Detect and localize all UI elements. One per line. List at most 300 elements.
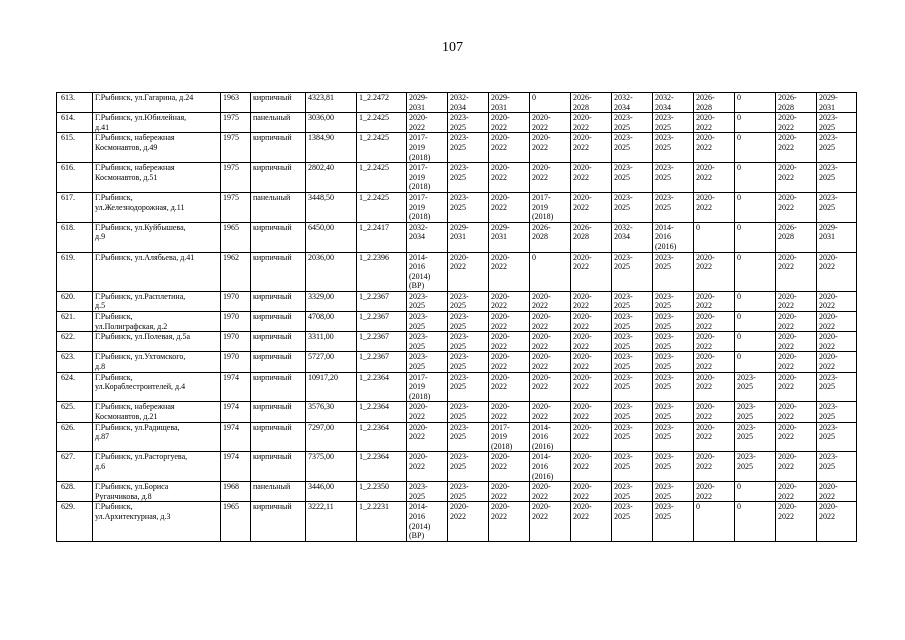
cell-period-col-3: 2020- 2022 — [489, 133, 530, 163]
cell-period-col-10: 2026- 2028 — [776, 93, 817, 113]
cell-row-number: 622. — [57, 332, 93, 352]
cell-period-col-1: 2023- 2025 — [407, 332, 448, 352]
cell-period-col-1: 2017- 2019 (2018) — [407, 372, 448, 402]
cell-period-col-11: 2020- 2022 — [817, 502, 857, 541]
cell-wall-material: кирпичный — [251, 372, 306, 402]
cell-period-col-1: 2023- 2025 — [407, 482, 448, 502]
cell-period-col-9: 0 — [735, 352, 776, 372]
cell-period-col-6: 2023- 2025 — [612, 312, 653, 332]
cell-period-col-11: 2023- 2025 — [817, 113, 857, 133]
cell-period-col-4: 2020- 2022 — [530, 312, 571, 332]
cell-period-col-4: 2020- 2022 — [530, 133, 571, 163]
cell-year-built: 1970 — [221, 332, 251, 352]
cell-area: 6450,00 — [306, 222, 357, 252]
cell-period-col-3: 2020- 2022 — [489, 502, 530, 541]
cell-code: 1_2.2396 — [357, 252, 407, 291]
cell-period-col-3: 2020- 2022 — [489, 192, 530, 222]
table-row — [57, 93, 857, 113]
cell-area: 4708,00 — [306, 312, 357, 332]
cell-period-col-9: 2023- 2025 — [735, 422, 776, 452]
cell-period-col-3: 2020- 2022 — [489, 372, 530, 402]
cell-year-built: 1965 — [221, 502, 251, 541]
cell-period-col-1: 2014- 2016 (2014) (ВР) — [407, 502, 448, 541]
cell-row-number: 617. — [57, 192, 93, 222]
cell-period-col-11: 2020- 2022 — [817, 482, 857, 502]
cell-address: Г.Рыбинск, ул.Бориса Руганчикова, д.8 — [93, 482, 221, 502]
cell-period-col-8: 2020- 2022 — [694, 163, 735, 193]
cell-period-col-5: 2020- 2022 — [571, 452, 612, 482]
cell-row-number: 628. — [57, 482, 93, 502]
cell-period-col-6: 2023- 2025 — [612, 133, 653, 163]
cell-row-number: 627. — [57, 452, 93, 482]
cell-address: Г.Рыбинск, ул.Расторгуева, д.6 — [93, 452, 221, 482]
cell-period-col-5: 2020- 2022 — [571, 372, 612, 402]
cell-period-col-4: 2020- 2022 — [530, 372, 571, 402]
table-row — [57, 133, 857, 163]
cell-period-col-8: 0 — [694, 502, 735, 541]
cell-period-col-2: 2029- 2031 — [448, 222, 489, 252]
cell-period-col-11: 2023- 2025 — [817, 133, 857, 163]
cell-row-number: 614. — [57, 113, 93, 133]
cell-period-col-8: 2020- 2022 — [694, 422, 735, 452]
table-row — [57, 332, 857, 352]
cell-address: Г.Рыбинск, ул.Гагарина, д.24 — [93, 93, 221, 113]
cell-period-col-9: 0 — [735, 133, 776, 163]
cell-period-col-5: 2020- 2022 — [571, 502, 612, 541]
cell-wall-material: кирпичный — [251, 502, 306, 541]
cell-period-col-2: 2023- 2025 — [448, 422, 489, 452]
cell-code: 1_2.2472 — [357, 93, 407, 113]
cell-period-col-2: 2023- 2025 — [448, 402, 489, 422]
cell-period-col-6: 2032- 2034 — [612, 222, 653, 252]
cell-period-col-4: 2020- 2022 — [530, 482, 571, 502]
cell-period-col-7: 2023- 2025 — [653, 252, 694, 291]
cell-wall-material: кирпичный — [251, 402, 306, 422]
cell-period-col-1: 2032- 2034 — [407, 222, 448, 252]
cell-period-col-7: 2023- 2025 — [653, 332, 694, 352]
cell-period-col-5: 2020- 2022 — [571, 312, 612, 332]
cell-period-col-5: 2020- 2022 — [571, 332, 612, 352]
cell-wall-material: кирпичный — [251, 422, 306, 452]
cell-period-col-8: 2020- 2022 — [694, 372, 735, 402]
cell-address: Г.Рыбинск, ул.Полевая, д.5а — [93, 332, 221, 352]
cell-period-col-3: 2020- 2022 — [489, 352, 530, 372]
cell-area: 1384,90 — [306, 133, 357, 163]
cell-year-built: 1975 — [221, 163, 251, 193]
cell-area: 3329,00 — [306, 291, 357, 311]
cell-period-col-6: 2023- 2025 — [612, 332, 653, 352]
cell-period-col-4: 0 — [530, 93, 571, 113]
cell-period-col-5: 2020- 2022 — [571, 252, 612, 291]
cell-period-col-2: 2023- 2025 — [448, 332, 489, 352]
cell-period-col-8: 2020- 2022 — [694, 482, 735, 502]
cell-period-col-10: 2020- 2022 — [776, 133, 817, 163]
cell-row-number: 629. — [57, 502, 93, 541]
cell-period-col-5: 2020- 2022 — [571, 113, 612, 133]
cell-year-built: 1975 — [221, 133, 251, 163]
cell-period-col-2: 2032- 2034 — [448, 93, 489, 113]
cell-period-col-7: 2032- 2034 — [653, 93, 694, 113]
cell-period-col-9: 0 — [735, 93, 776, 113]
cell-period-col-8: 2020- 2022 — [694, 352, 735, 372]
cell-year-built: 1968 — [221, 482, 251, 502]
cell-period-col-10: 2020- 2022 — [776, 332, 817, 352]
cell-period-col-1: 2020- 2022 — [407, 402, 448, 422]
cell-period-col-8: 2020- 2022 — [694, 133, 735, 163]
cell-area: 3448,50 — [306, 192, 357, 222]
cell-period-col-10: 2020- 2022 — [776, 192, 817, 222]
cell-period-col-2: 2023- 2025 — [448, 482, 489, 502]
cell-period-col-8: 2020- 2022 — [694, 113, 735, 133]
cell-year-built: 1970 — [221, 352, 251, 372]
cell-period-col-10: 2020- 2022 — [776, 502, 817, 541]
cell-address: Г.Рыбинск, ул.Кораблестроителей, д.4 — [93, 372, 221, 402]
cell-period-col-9: 0 — [735, 291, 776, 311]
cell-area: 7297,00 — [306, 422, 357, 452]
cell-period-col-8: 2020- 2022 — [694, 291, 735, 311]
cell-period-col-7: 2023- 2025 — [653, 192, 694, 222]
cell-wall-material: кирпичный — [251, 93, 306, 113]
cell-period-col-11: 2020- 2022 — [817, 352, 857, 372]
cell-period-col-11: 2023- 2025 — [817, 402, 857, 422]
cell-code: 1_2.2364 — [357, 402, 407, 422]
cell-period-col-7: 2023- 2025 — [653, 163, 694, 193]
cell-period-col-10: 2020- 2022 — [776, 252, 817, 291]
cell-period-col-10: 2020- 2022 — [776, 312, 817, 332]
cell-period-col-6: 2023- 2025 — [612, 402, 653, 422]
cell-row-number: 621. — [57, 312, 93, 332]
cell-period-col-8: 2020- 2022 — [694, 332, 735, 352]
cell-code: 1_2.2425 — [357, 133, 407, 163]
cell-period-col-4: 2020- 2022 — [530, 291, 571, 311]
cell-period-col-5: 2020- 2022 — [571, 163, 612, 193]
cell-address: Г.Рыбинск, ул.Куйбышева, д.9 — [93, 222, 221, 252]
cell-wall-material: кирпичный — [251, 332, 306, 352]
cell-address: Г.Рыбинск, ул.Юбилейная, д.41 — [93, 113, 221, 133]
table-row — [57, 372, 857, 402]
cell-address: Г.Рыбинск, набережная Космонавтов, д.21 — [93, 402, 221, 422]
cell-code: 1_2.2364 — [357, 422, 407, 452]
cell-period-col-10: 2020- 2022 — [776, 291, 817, 311]
cell-period-col-4: 2020- 2022 — [530, 402, 571, 422]
cell-period-col-1: 2017- 2019 (2018) — [407, 192, 448, 222]
cell-period-col-5: 2020- 2022 — [571, 192, 612, 222]
cell-code: 1_2.2367 — [357, 332, 407, 352]
cell-period-col-4: 2020- 2022 — [530, 113, 571, 133]
cell-period-col-4: 2020- 2022 — [530, 352, 571, 372]
cell-period-col-7: 2023- 2025 — [653, 422, 694, 452]
cell-period-col-3: 2017- 2019 (2018) — [489, 422, 530, 452]
cell-period-col-5: 2020- 2022 — [571, 482, 612, 502]
cell-year-built: 1974 — [221, 402, 251, 422]
cell-address: Г.Рыбинск, набережная Космонавтов, д.51 — [93, 163, 221, 193]
table-row — [57, 402, 857, 422]
cell-period-col-10: 2020- 2022 — [776, 372, 817, 402]
cell-period-col-8: 2020- 2022 — [694, 312, 735, 332]
cell-code: 1_2.2367 — [357, 352, 407, 372]
cell-period-col-7: 2014- 2016 (2016) — [653, 222, 694, 252]
cell-area: 5727,00 — [306, 352, 357, 372]
cell-period-col-3: 2029- 2031 — [489, 93, 530, 113]
cell-period-col-6: 2023- 2025 — [612, 372, 653, 402]
cell-period-col-7: 2023- 2025 — [653, 502, 694, 541]
cell-code: 1_2.2364 — [357, 372, 407, 402]
cell-wall-material: панельный — [251, 482, 306, 502]
cell-period-col-9: 2023- 2025 — [735, 452, 776, 482]
cell-period-col-3: 2029- 2031 — [489, 222, 530, 252]
cell-year-built: 1975 — [221, 113, 251, 133]
cell-period-col-8: 0 — [694, 222, 735, 252]
cell-period-col-7: 2023- 2025 — [653, 133, 694, 163]
cell-area: 3576,30 — [306, 402, 357, 422]
cell-code: 1_2.2364 — [357, 452, 407, 482]
cell-address: Г.Рыбинск, ул.Железнодорожная, д.11 — [93, 192, 221, 222]
cell-period-col-1: 2020- 2022 — [407, 113, 448, 133]
cell-period-col-2: 2020- 2022 — [448, 502, 489, 541]
cell-period-col-2: 2023- 2025 — [448, 133, 489, 163]
cell-period-col-6: 2023- 2025 — [612, 113, 653, 133]
cell-period-col-6: 2023- 2025 — [612, 482, 653, 502]
cell-period-col-5: 2020- 2022 — [571, 291, 612, 311]
cell-wall-material: панельный — [251, 113, 306, 133]
cell-period-col-1: 2020- 2022 — [407, 452, 448, 482]
cell-code: 1_2.2367 — [357, 291, 407, 311]
cell-period-col-2: 2023- 2025 — [448, 452, 489, 482]
cell-period-col-8: 2020- 2022 — [694, 192, 735, 222]
cell-period-col-11: 2029- 2031 — [817, 93, 857, 113]
cell-period-col-6: 2023- 2025 — [612, 422, 653, 452]
cell-period-col-5: 2020- 2022 — [571, 422, 612, 452]
cell-wall-material: кирпичный — [251, 222, 306, 252]
cell-period-col-5: 2026- 2028 — [571, 222, 612, 252]
cell-period-col-11: 2023- 2025 — [817, 192, 857, 222]
cell-area: 10917,20 — [306, 372, 357, 402]
cell-period-col-1: 2023- 2025 — [407, 352, 448, 372]
cell-code: 1_2.2425 — [357, 192, 407, 222]
table-row — [57, 452, 857, 482]
cell-period-col-11: 2020- 2022 — [817, 312, 857, 332]
cell-area: 3222,11 — [306, 502, 357, 541]
table-row — [57, 352, 857, 372]
cell-period-col-6: 2032- 2034 — [612, 93, 653, 113]
cell-period-col-10: 2026- 2028 — [776, 222, 817, 252]
cell-year-built: 1974 — [221, 452, 251, 482]
cell-period-col-1: 2029- 2031 — [407, 93, 448, 113]
cell-period-col-3: 2020- 2022 — [489, 452, 530, 482]
cell-year-built: 1974 — [221, 422, 251, 452]
cell-year-built: 1970 — [221, 291, 251, 311]
cell-period-col-8: 2020- 2022 — [694, 252, 735, 291]
cell-year-built: 1962 — [221, 252, 251, 291]
cell-period-col-6: 2023- 2025 — [612, 502, 653, 541]
cell-period-col-6: 2023- 2025 — [612, 452, 653, 482]
cell-year-built: 1975 — [221, 192, 251, 222]
cell-period-col-1: 2023- 2025 — [407, 312, 448, 332]
cell-area: 2036,00 — [306, 252, 357, 291]
cell-period-col-10: 2020- 2022 — [776, 163, 817, 193]
cell-period-col-3: 2020- 2022 — [489, 163, 530, 193]
cell-period-col-5: 2020- 2022 — [571, 133, 612, 163]
cell-address: Г.Рыбинск, ул.Алябьева, д.41 — [93, 252, 221, 291]
cell-period-col-7: 2023- 2025 — [653, 352, 694, 372]
cell-period-col-5: 2026- 2028 — [571, 93, 612, 113]
cell-period-col-10: 2020- 2022 — [776, 352, 817, 372]
table-row — [57, 163, 857, 193]
cell-period-col-1: 2017- 2019 (2018) — [407, 163, 448, 193]
cell-period-col-4: 2026- 2028 — [530, 222, 571, 252]
cell-period-col-11: 2020- 2022 — [817, 332, 857, 352]
cell-code: 1_2.2425 — [357, 163, 407, 193]
cell-wall-material: кирпичный — [251, 291, 306, 311]
cell-period-col-3: 2020- 2022 — [489, 113, 530, 133]
cell-period-col-6: 2023- 2025 — [612, 352, 653, 372]
cell-period-col-4: 2014- 2016 (2016) — [530, 422, 571, 452]
cell-row-number: 613. — [57, 93, 93, 113]
cell-period-col-9: 0 — [735, 222, 776, 252]
table-row — [57, 312, 857, 332]
cell-row-number: 615. — [57, 133, 93, 163]
cell-period-col-6: 2023- 2025 — [612, 163, 653, 193]
cell-period-col-9: 0 — [735, 163, 776, 193]
cell-address: Г.Рыбинск, ул.Ухтомского, д.8 — [93, 352, 221, 372]
table-row — [57, 222, 857, 252]
cell-area: 3311,00 — [306, 332, 357, 352]
cell-period-col-1: 2023- 2025 — [407, 291, 448, 311]
cell-period-col-4: 0 — [530, 252, 571, 291]
cell-row-number: 626. — [57, 422, 93, 452]
cell-period-col-9: 0 — [735, 482, 776, 502]
cell-area: 3036,00 — [306, 113, 357, 133]
housing-register-table — [56, 92, 857, 542]
cell-period-col-2: 2023- 2025 — [448, 163, 489, 193]
cell-period-col-9: 0 — [735, 113, 776, 133]
cell-period-col-2: 2023- 2025 — [448, 291, 489, 311]
cell-period-col-9: 0 — [735, 312, 776, 332]
cell-wall-material: кирпичный — [251, 452, 306, 482]
cell-period-col-8: 2026- 2028 — [694, 93, 735, 113]
cell-wall-material: кирпичный — [251, 163, 306, 193]
cell-period-col-4: 2020- 2022 — [530, 502, 571, 541]
cell-period-col-3: 2020- 2022 — [489, 252, 530, 291]
table-row — [57, 502, 857, 541]
table-row — [57, 422, 857, 452]
cell-period-col-7: 2023- 2025 — [653, 452, 694, 482]
cell-period-col-2: 2023- 2025 — [448, 192, 489, 222]
cell-period-col-2: 2020- 2022 — [448, 252, 489, 291]
cell-address: Г.Рыбинск, набережная Космонавтов, д.49 — [93, 133, 221, 163]
cell-period-col-11: 2023- 2025 — [817, 452, 857, 482]
cell-period-col-9: 0 — [735, 502, 776, 541]
cell-period-col-3: 2020- 2022 — [489, 402, 530, 422]
cell-period-col-8: 2020- 2022 — [694, 452, 735, 482]
cell-period-col-7: 2023- 2025 — [653, 312, 694, 332]
cell-period-col-10: 2020- 2022 — [776, 452, 817, 482]
cell-wall-material: кирпичный — [251, 352, 306, 372]
cell-period-col-3: 2020- 2022 — [489, 291, 530, 311]
cell-area: 4323,81 — [306, 93, 357, 113]
cell-period-col-2: 2023- 2025 — [448, 352, 489, 372]
cell-wall-material: кирпичный — [251, 252, 306, 291]
cell-row-number: 620. — [57, 291, 93, 311]
cell-period-col-1: 2014- 2016 (2014) (ВР) — [407, 252, 448, 291]
cell-year-built: 1970 — [221, 312, 251, 332]
cell-period-col-6: 2023- 2025 — [612, 192, 653, 222]
table-row — [57, 252, 857, 291]
table-row — [57, 482, 857, 502]
cell-area: 2802,40 — [306, 163, 357, 193]
cell-year-built: 1963 — [221, 93, 251, 113]
cell-row-number: 618. — [57, 222, 93, 252]
cell-period-col-10: 2020- 2022 — [776, 482, 817, 502]
cell-wall-material: кирпичный — [251, 312, 306, 332]
cell-address: Г.Рыбинск, ул.Расплетина, д.5 — [93, 291, 221, 311]
cell-period-col-4: 2020- 2022 — [530, 163, 571, 193]
cell-area: 3446,00 — [306, 482, 357, 502]
cell-period-col-8: 2020- 2022 — [694, 402, 735, 422]
cell-period-col-9: 0 — [735, 192, 776, 222]
cell-period-col-7: 2023- 2025 — [653, 291, 694, 311]
cell-period-col-9: 0 — [735, 252, 776, 291]
page-number: 107 — [442, 40, 463, 55]
cell-row-number: 616. — [57, 163, 93, 193]
cell-row-number: 625. — [57, 402, 93, 422]
cell-period-col-4: 2014- 2016 (2016) — [530, 452, 571, 482]
cell-period-col-4: 2020- 2022 — [530, 332, 571, 352]
cell-period-col-11: 2023- 2025 — [817, 163, 857, 193]
cell-code: 1_2.2367 — [357, 312, 407, 332]
table-row — [57, 291, 857, 311]
cell-period-col-7: 2023- 2025 — [653, 113, 694, 133]
cell-period-col-6: 2023- 2025 — [612, 291, 653, 311]
cell-period-col-3: 2020- 2022 — [489, 312, 530, 332]
cell-period-col-3: 2020- 2022 — [489, 332, 530, 352]
cell-period-col-11: 2020- 2022 — [817, 291, 857, 311]
cell-year-built: 1974 — [221, 372, 251, 402]
cell-period-col-2: 2023- 2025 — [448, 372, 489, 402]
cell-address: Г.Рыбинск, ул.Архитектурная, д.3 — [93, 502, 221, 541]
cell-period-col-10: 2020- 2022 — [776, 422, 817, 452]
cell-code: 1_2.2231 — [357, 502, 407, 541]
cell-period-col-2: 2023- 2025 — [448, 113, 489, 133]
cell-row-number: 623. — [57, 352, 93, 372]
cell-period-col-7: 2023- 2025 — [653, 402, 694, 422]
cell-period-col-5: 2020- 2022 — [571, 402, 612, 422]
cell-period-col-9: 2023- 2025 — [735, 402, 776, 422]
cell-area: 7375,00 — [306, 452, 357, 482]
cell-period-col-11: 2029- 2031 — [817, 222, 857, 252]
table-row — [57, 192, 857, 222]
cell-period-col-11: 2023- 2025 — [817, 372, 857, 402]
cell-period-col-1: 2017- 2019 (2018) — [407, 133, 448, 163]
cell-period-col-5: 2020- 2022 — [571, 352, 612, 372]
cell-row-number: 624. — [57, 372, 93, 402]
cell-period-col-1: 2020- 2022 — [407, 422, 448, 452]
cell-period-col-2: 2023- 2025 — [448, 312, 489, 332]
cell-code: 1_2.2350 — [357, 482, 407, 502]
cell-period-col-7: 2023- 2025 — [653, 482, 694, 502]
cell-period-col-10: 2020- 2022 — [776, 402, 817, 422]
cell-code: 1_2.2425 — [357, 113, 407, 133]
cell-period-col-3: 2020- 2022 — [489, 482, 530, 502]
cell-period-col-7: 2023- 2025 — [653, 372, 694, 402]
cell-period-col-9: 0 — [735, 332, 776, 352]
cell-address: Г.Рыбинск, ул.Радищева, д.87 — [93, 422, 221, 452]
cell-period-col-10: 2020- 2022 — [776, 113, 817, 133]
cell-wall-material: кирпичный — [251, 133, 306, 163]
cell-period-col-4: 2017- 2019 (2018) — [530, 192, 571, 222]
cell-address: Г.Рыбинск, ул.Полиграфская, д.2 — [93, 312, 221, 332]
cell-period-col-11: 2023- 2025 — [817, 422, 857, 452]
